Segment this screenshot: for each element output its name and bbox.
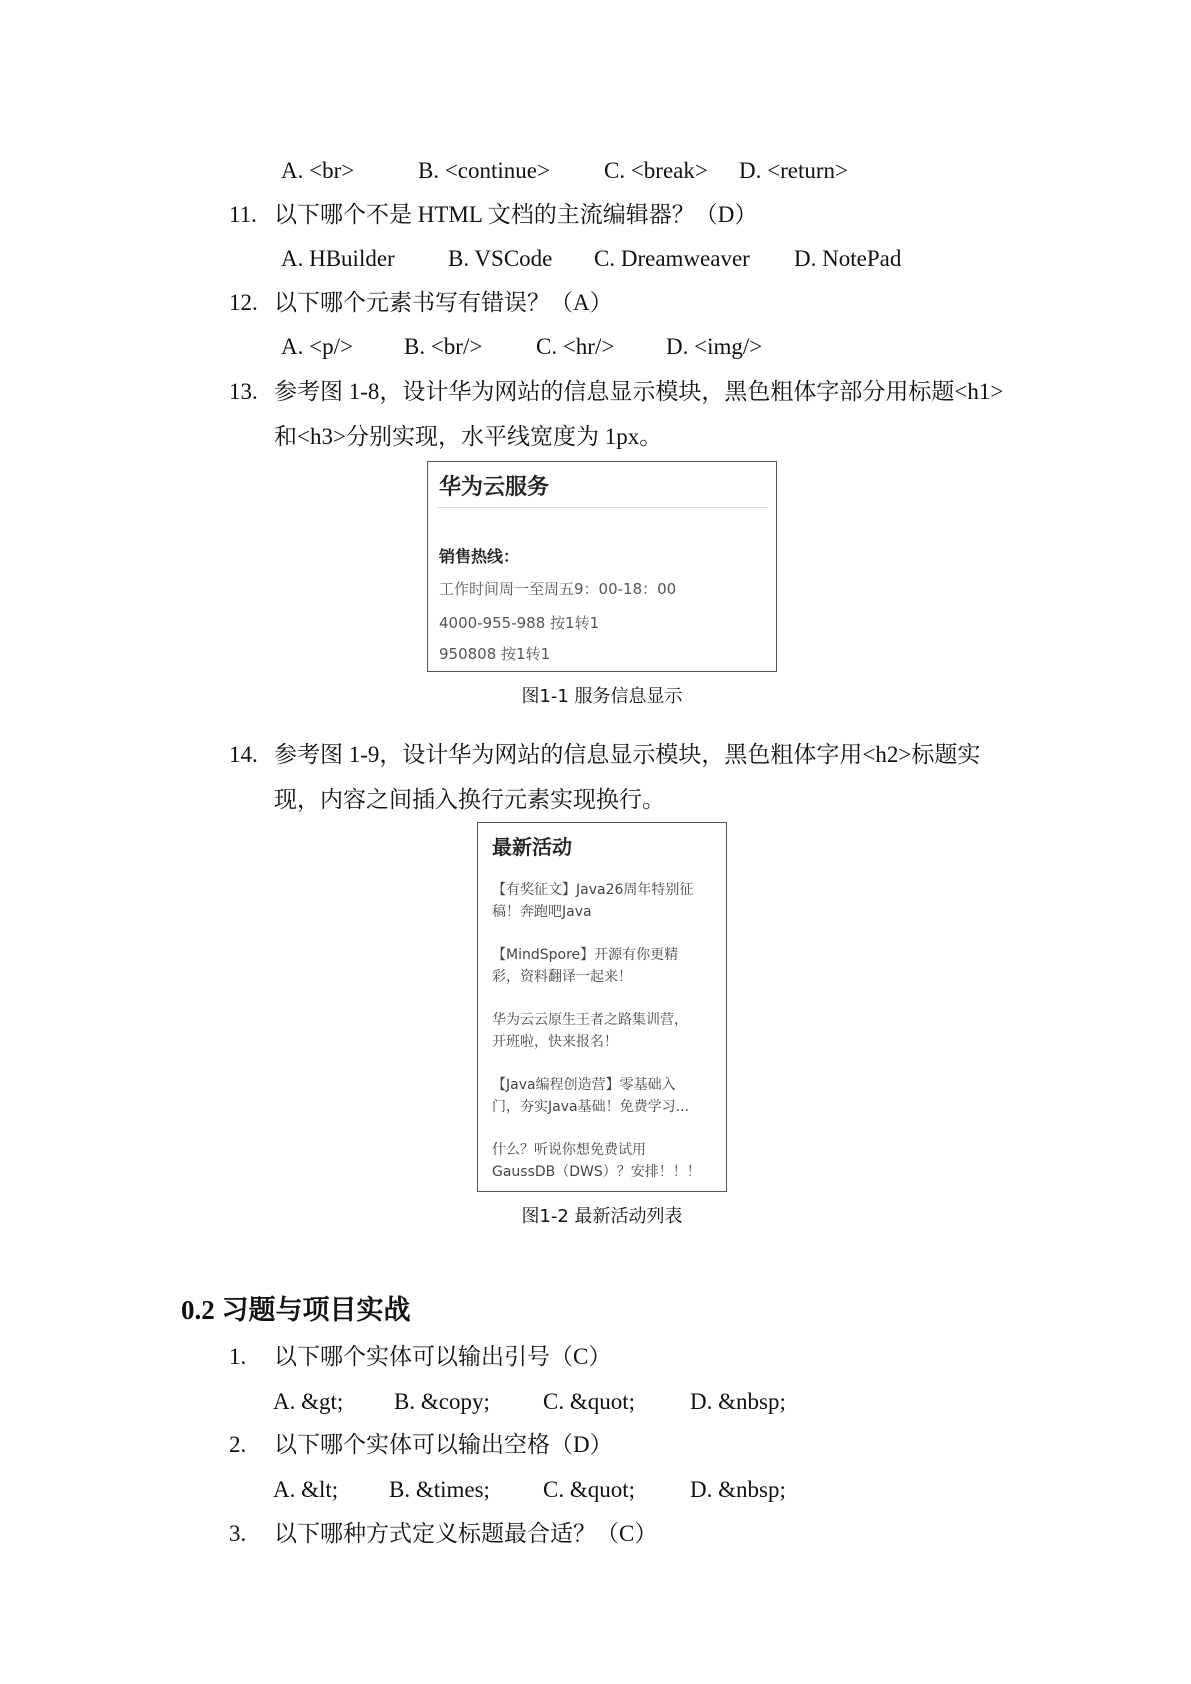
figure-1-2-caption: 图1-2 最新活动列表 [521, 1206, 683, 1227]
s3-number: 3. [229, 1521, 247, 1546]
q10-options [0, 156, 1191, 186]
activity-item [492, 1139, 702, 1183]
s1-number: 1. [229, 1344, 247, 1369]
figure-service-subtitle: 销售热线： [439, 547, 520, 566]
s2-options [0, 1475, 1191, 1505]
q11-number: 11. [229, 202, 257, 227]
s2-option-c: C. &quot; [543, 1477, 636, 1502]
s3-text: 以下哪种方式定义标题最合适？（C） [274, 1521, 658, 1546]
q14-number: 14. [229, 742, 258, 767]
s1-options [0, 1387, 1191, 1417]
q11-option-a: A. HBuilder [281, 246, 395, 271]
figure-service-line: 工作时间周一至周五9：00-18：00 [439, 580, 677, 598]
q12-number: 12. [229, 290, 258, 315]
q12-option-d: D. <img/> [666, 334, 763, 359]
q11-options [0, 244, 1191, 274]
q12-option-c: C. <hr/> [536, 334, 615, 359]
s1-option-a: A. &gt; [273, 1389, 344, 1414]
s1-option-c: C. &quot; [543, 1389, 636, 1414]
activity-item-line: 稿！奔跑吧Java [492, 904, 592, 920]
activity-item-line: 【MindSpore】开源有你更精 [492, 947, 679, 963]
activity-item [492, 1074, 702, 1118]
activity-item [492, 944, 702, 988]
figure-service-line: 4000-955-988 按1转1 [439, 614, 600, 632]
s2-text: 以下哪个实体可以输出空格（D） [274, 1432, 613, 1457]
q13-number: 13. [229, 379, 258, 404]
q13-text-line2: 和<h3>分别实现，水平线宽度为 1px。 [274, 424, 663, 449]
section-heading: 0.2 习题与项目实战 [181, 1295, 411, 1325]
activity-item [492, 1009, 702, 1053]
activity-item [492, 879, 702, 923]
q10-option-a: A. <br> [281, 158, 355, 183]
activity-item-line: 彩，资料翻译一起来！ [492, 969, 632, 985]
q14-text-line1: 参考图 1-9，设计华为网站的信息显示模块，黑色粗体字用<h2>标题实 [274, 742, 981, 767]
activity-item-line: GaussDB（DWS）？安排！！！ [492, 1164, 701, 1180]
q11-option-c: C. Dreamweaver [594, 246, 750, 271]
activity-item-line: 开班啦，快来报名！ [492, 1034, 618, 1050]
activity-item-line: 门，夯实Java基础！免费学习... [492, 1099, 689, 1115]
s2-option-a: A. &lt; [273, 1477, 339, 1502]
q11-option-b: B. VSCode [448, 246, 553, 271]
figure-service-divider [436, 507, 768, 508]
figure-service-line: 950808 按1转1 [439, 645, 551, 663]
s1-text: 以下哪个实体可以输出引号（C） [274, 1344, 612, 1369]
figure-latest-activities [477, 822, 727, 1192]
q12-text: 以下哪个元素书写有错误？（A） [274, 290, 613, 315]
activity-item-line: 华为云云原生王者之路集训营， [492, 1012, 688, 1028]
s1-option-d: D. &nbsp; [690, 1389, 786, 1414]
q12-option-b: B. <br/> [404, 334, 483, 359]
q12-option-a: A. <p/> [281, 334, 353, 359]
s2-option-d: D. &nbsp; [690, 1477, 786, 1502]
activity-item-line: 【Java编程创造营】零基础入 [492, 1077, 676, 1093]
q14-text-line2: 现，内容之间插入换行元素实现换行。 [274, 787, 665, 812]
q11-option-d: D. NotePad [794, 246, 902, 271]
q13-text-line1: 参考图 1-8，设计华为网站的信息显示模块，黑色粗体字部分用标题<h1> [274, 379, 1004, 404]
figure-activities-title: 最新活动 [492, 835, 572, 859]
q10-option-c: C. <break> [604, 158, 708, 183]
figure-service-info [427, 461, 777, 672]
q12-options [0, 332, 1191, 362]
figure-1-1-caption: 图1-1 服务信息显示 [521, 686, 683, 707]
figure-service-title: 华为云服务 [439, 475, 550, 500]
s2-number: 2. [229, 1432, 247, 1457]
activity-item-line: 【有奖征文】Java26周年特别征 [492, 882, 694, 898]
s2-option-b: B. &times; [389, 1477, 490, 1502]
q10-option-b: B. <continue> [418, 158, 550, 183]
q11-text: 以下哪个不是 HTML 文档的主流编辑器？（D） [274, 202, 758, 227]
s1-option-b: B. &copy; [394, 1389, 490, 1414]
activity-item-line: 什么？听说你想免费试用 [492, 1142, 646, 1158]
q10-option-d: D. <return> [739, 158, 848, 183]
